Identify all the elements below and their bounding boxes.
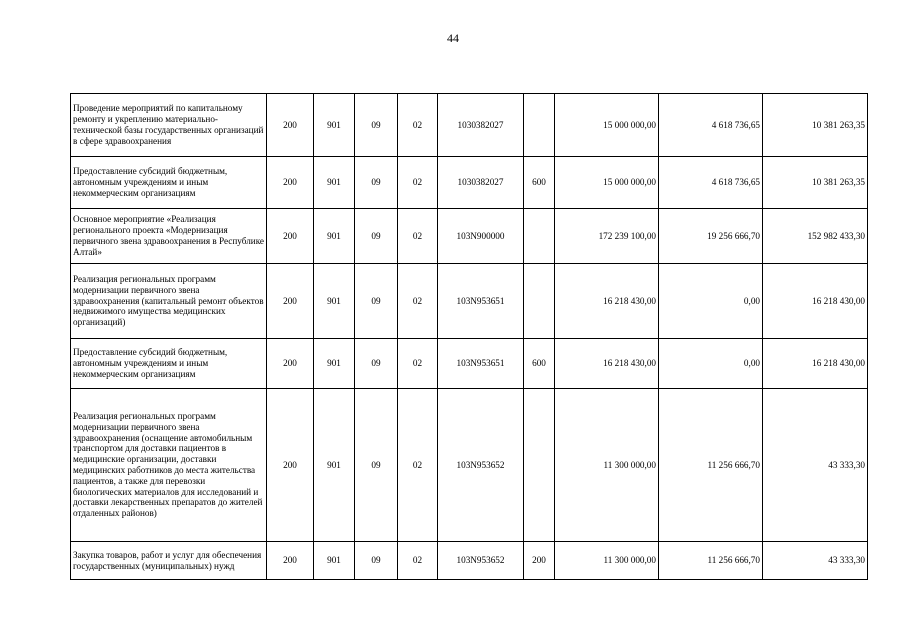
section-code: 09: [355, 339, 398, 389]
section-code: 09: [355, 264, 398, 339]
subsection-code: 02: [398, 339, 438, 389]
page-number: 44: [447, 31, 459, 45]
subsection-code: 02: [398, 209, 438, 264]
ministry-code: 901: [314, 94, 355, 157]
amount-remaining: 152 982 433,30: [763, 209, 868, 264]
amount-remaining: 43 333,30: [763, 389, 868, 542]
admin-code: 200: [267, 94, 314, 157]
table-row: [71, 157, 868, 209]
table-row: [71, 94, 868, 157]
amount-executed: 0,00: [659, 264, 763, 339]
amount-executed: 11 256 666,70: [659, 542, 763, 580]
table-row: [71, 389, 868, 542]
table-row: [71, 339, 868, 389]
amount-plan: 16 218 430,00: [555, 264, 659, 339]
ministry-code: 901: [314, 339, 355, 389]
expense-type: 600: [524, 157, 555, 209]
budget-table: [70, 93, 868, 580]
amount-plan: 15 000 000,00: [555, 94, 659, 157]
amount-executed: 11 256 666,70: [659, 389, 763, 542]
admin-code: 200: [267, 264, 314, 339]
amount-remaining: 10 381 263,35: [763, 94, 868, 157]
amount-plan: 15 000 000,00: [555, 157, 659, 209]
section-code: 09: [355, 209, 398, 264]
target-article: 103N953652: [438, 389, 524, 542]
table-row: [71, 264, 868, 339]
section-code: 09: [355, 542, 398, 580]
expense-type: [524, 389, 555, 542]
row-name: Реализация региональных программ модернизации первичного звена здравоохранения (оснащение автомобильным транспортом для доставки пациентов в медицинские организации, доставки медицинских работников до места жительства пациентов, а также для перевозки биологических материалов для исследований и доставки лекарственных препаратов до жителей отдаленных районов): [71, 389, 267, 542]
section-code: 09: [355, 389, 398, 542]
admin-code: 200: [267, 157, 314, 209]
subsection-code: 02: [398, 94, 438, 157]
target-article: 103N953652: [438, 542, 524, 580]
target-article: 103N953651: [438, 264, 524, 339]
admin-code: 200: [267, 389, 314, 542]
amount-remaining: 16 218 430,00: [763, 264, 868, 339]
target-article: 103N953651: [438, 339, 524, 389]
amount-plan: 11 300 000,00: [555, 389, 659, 542]
expense-type: 600: [524, 339, 555, 389]
row-name: Проведение мероприятий по капитальному ремонту и укреплению материально-технической базы государственных организаций в сфере здравоохранения: [71, 94, 267, 157]
subsection-code: 02: [398, 264, 438, 339]
subsection-code: 02: [398, 157, 438, 209]
subsection-code: 02: [398, 389, 438, 542]
admin-code: 200: [267, 209, 314, 264]
admin-code: 200: [267, 339, 314, 389]
amount-remaining: 10 381 263,35: [763, 157, 868, 209]
row-name: Основное мероприятие «Реализация регионального проекта «Модернизация первичного звена здравоохранения в Республике Алтай»: [71, 209, 267, 264]
row-name: Предоставление субсидий бюджетным, автономным учреждениям и иным некоммерческим организациям: [71, 339, 267, 389]
section-code: 09: [355, 94, 398, 157]
admin-code: 200: [267, 542, 314, 580]
amount-plan: 16 218 430,00: [555, 339, 659, 389]
subsection-code: 02: [398, 542, 438, 580]
target-article: 1030382027: [438, 94, 524, 157]
amount-remaining: 16 218 430,00: [763, 339, 868, 389]
target-article: 1030382027: [438, 157, 524, 209]
ministry-code: 901: [314, 264, 355, 339]
row-name: Закупка товаров, работ и услуг для обеспечения государственных (муниципальных) нужд: [71, 542, 267, 580]
amount-remaining: 43 333,30: [763, 542, 868, 580]
amount-executed: 4 618 736,65: [659, 157, 763, 209]
expense-type: [524, 209, 555, 264]
amount-plan: 11 300 000,00: [555, 542, 659, 580]
expense-type: [524, 94, 555, 157]
table-row: [71, 542, 868, 580]
ministry-code: 901: [314, 157, 355, 209]
ministry-code: 901: [314, 209, 355, 264]
row-name: Реализация региональных программ модернизации первичного звена здравоохранения (капитальный ремонт объектов недвижимого имущества медицинских организаций): [71, 264, 267, 339]
ministry-code: 901: [314, 542, 355, 580]
section-code: 09: [355, 157, 398, 209]
ministry-code: 901: [314, 389, 355, 542]
table-row: [71, 209, 868, 264]
expense-type: 200: [524, 542, 555, 580]
target-article: 103N900000: [438, 209, 524, 264]
amount-executed: 19 256 666,70: [659, 209, 763, 264]
row-name: Предоставление субсидий бюджетным, автономным учреждениям и иным некоммерческим организациям: [71, 157, 267, 209]
amount-executed: 0,00: [659, 339, 763, 389]
amount-plan: 172 239 100,00: [555, 209, 659, 264]
expense-type: [524, 264, 555, 339]
amount-executed: 4 618 736,65: [659, 94, 763, 157]
